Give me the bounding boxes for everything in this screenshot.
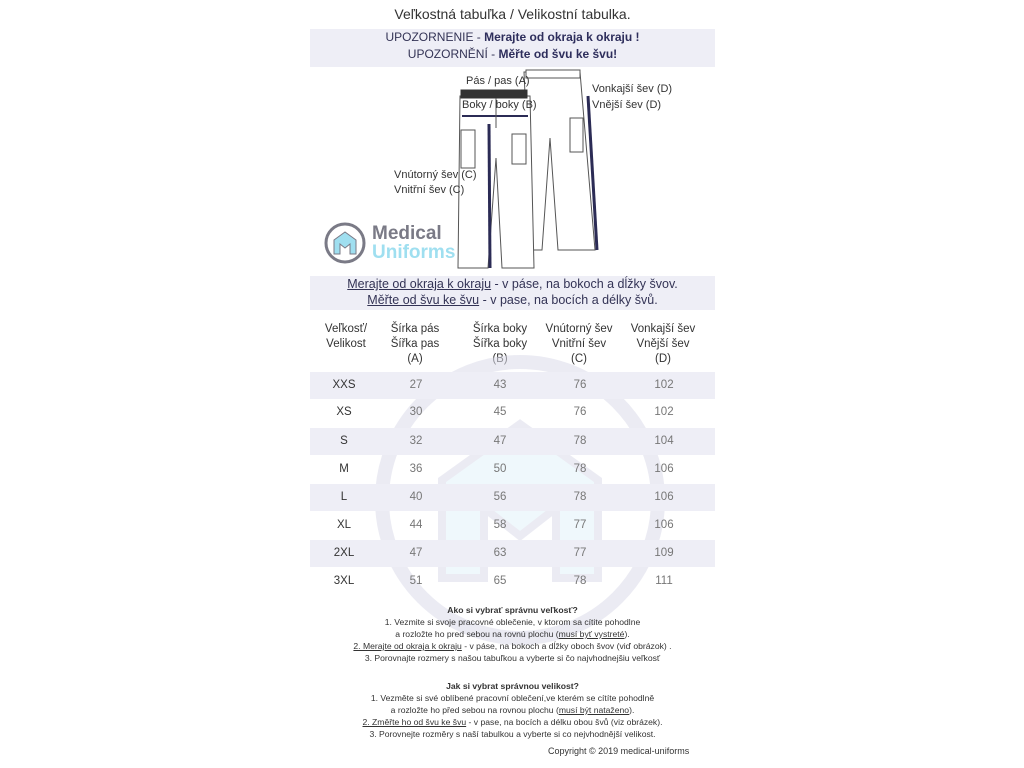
howto-cz-step-2-underlined: 2. Změřte ho od švu ke švu [362,717,467,727]
measure-cz-underlined: Měřte od švu ke švu [367,293,480,307]
cell-outer-seam: 102 [654,406,674,418]
howto-sk-step-1b-text: a rozložte ho pred sebou na rovnú plochu ( [395,629,559,639]
header-inner-cz: Vnitřní šev [551,338,607,350]
table-row [310,399,715,426]
cell-waist: 40 [409,491,423,503]
warning-cz [310,46,715,63]
header-outer-code: (D) [655,353,671,365]
header-waist-cz: Šířka pas [390,338,440,350]
cell-outer-seam: 111 [655,575,673,587]
howto-sk-step-2-underlined: 2. Merajte od okraja k okraju [353,641,462,651]
cell-waist: 36 [409,463,423,475]
howto-cz-step-2-text: - v pase, na bocích a délku obou švů (viz obrázek). [466,717,663,727]
cell-size: 3XL [333,575,355,587]
cell-hips: 50 [493,463,507,475]
measure-cz-rest: - v pase, na bocích a délky švů. [479,293,658,307]
cell-inner-seam: 78 [573,575,587,587]
header-waist-code: (A) [407,353,423,365]
cell-inner-seam: 77 [573,547,587,559]
header-size-cz: Velikost [326,338,366,350]
cell-outer-seam: 106 [654,491,674,503]
table-row [310,428,715,455]
howto-cz-heading: Jak si vybrat správnou velikost? [446,681,579,691]
header-outer-cz: Vnější šev [636,338,690,350]
cell-waist: 32 [409,435,423,447]
howto-sk-step-1b [310,628,715,640]
cell-hips: 63 [493,547,507,559]
cell-size: L [340,491,348,503]
header-size-sk: Veľkosť/ [324,323,368,335]
cell-inner-seam: 76 [573,406,587,418]
logo-emblem-icon [324,222,366,264]
howto-sk-step-1b-underlined: musí byť vystreté [558,629,625,639]
cell-outer-seam: 106 [654,519,674,531]
howto-cz-step-1b-end: ). [629,705,635,715]
howto-sk-step-3: 3. Porovnajte rozmery s našou tabuľkou a vyberte si čo najvhodnejšiu veľkosť [364,653,661,663]
label-outer-seam-sk: Vonkajší šev (D) [592,83,673,95]
cell-outer-seam: 109 [654,547,674,559]
table-row [310,540,715,567]
cell-outer-seam: 104 [654,435,674,447]
warning-cz-text: Měřte od švu ke švu! [498,47,618,61]
cell-inner-seam: 76 [573,379,587,391]
measure-sk-rest: - v páse, na bokoch a dĺžky švov. [491,277,678,291]
cell-outer-seam: 106 [654,463,674,475]
cell-inner-seam: 78 [573,463,587,475]
label-hips: Boky / boky (B) [462,99,537,111]
cell-waist: 51 [409,575,423,587]
cell-waist: 47 [409,547,423,559]
size-chart-sheet [310,0,715,768]
cell-inner-seam: 78 [573,491,587,503]
measure-sk-underlined: Merajte od okraja k okraju [347,277,492,291]
copyright: Copyright © 2019 medical-uniforms [548,746,690,756]
cell-size: M [339,463,349,475]
howto-sk-heading: Ako si vybrať správnu veľkosť? [447,605,578,615]
howto-sk-step-2-text: - v páse, na bokoch a dĺžky oboch švov (viď obrázok) . [461,641,672,651]
table-row [310,456,715,483]
warning-cz-prefix: UPOZORNĚNÍ - [407,47,499,61]
cell-hips: 65 [493,575,507,587]
cell-outer-seam: 102 [654,379,674,391]
label-outer-seam-cz: Vnější šev (D) [592,99,662,111]
header-hips-cz: Šířka boky [472,338,528,350]
howto-cz-step-1b [310,704,715,716]
table-row [310,484,715,511]
header-inner-sk: Vnútorný šev [545,323,613,335]
header-hips-code: (B) [492,353,508,365]
cell-hips: 43 [493,379,507,391]
table-row [310,512,715,539]
medical-uniforms-logo [324,222,474,266]
howto-sk-step-1: 1. Vezmite si svoje pracovné oblečenie, v ktorom sa cítite pohodlne [384,617,641,627]
warning-sk-text: Merajte od okraja k okraju ! [484,30,640,44]
cell-hips: 56 [493,491,507,503]
cell-inner-seam: 78 [573,435,587,447]
cell-hips: 58 [493,519,507,531]
howto-sk-step-1b-end: ). [624,629,630,639]
logo-line-2: Uniforms [372,242,456,263]
label-inner-seam-cz: Vnitřní šev (C) [394,184,465,196]
warning-sk [310,29,715,46]
cell-waist: 27 [409,379,423,391]
page-title: Veľkostná tabuľka / Velikostní tabulka. [394,6,631,22]
warning-sk-prefix: UPOZORNENIE - [385,30,485,44]
howto-sk [310,604,715,664]
measure-cz [310,292,715,308]
table-row [310,372,715,399]
logo-line-1: Medical [372,223,442,244]
howto-cz-step-1: 1. Vezměte si své oblíbené pracovní oblečení,ve kterém se cítíte pohodlně [370,693,655,703]
howto-cz-step-1b-text: a rozložte ho před sebou na rovnou plochu ( [390,705,559,715]
cell-size: S [340,435,348,447]
cell-size: XXS [332,379,356,391]
howto-cz-step-1b-underlined: musí být nataženo [558,705,630,715]
howto-cz [310,680,715,740]
label-inner-seam-sk: Vnútorný šev (C) [394,169,477,181]
logo-wordmark [372,224,455,262]
cell-waist: 44 [409,519,423,531]
header-hips-sk: Šírka boky [472,323,528,335]
measure-instruction-banner [310,276,715,310]
label-waist: Pás / pas (A) [466,75,530,87]
howto-cz-step-2 [310,716,715,728]
howto-cz-step-3: 3. Porovnejte rozměry s naší tabulkou a vyberte si co nejvhodnější velikost. [369,729,656,739]
cell-inner-seam: 77 [573,519,587,531]
cell-size: 2XL [333,547,355,559]
cell-size: XS [336,406,352,418]
cell-waist: 30 [409,406,423,418]
table-row [310,568,715,595]
cell-hips: 47 [493,435,507,447]
cell-size: XL [336,519,352,531]
cell-hips: 45 [493,406,507,418]
header-size [310,322,382,352]
howto-sk-step-2 [310,640,715,652]
warning-banner [310,29,715,67]
measure-sk [310,276,715,292]
header-inner-code: (C) [571,353,587,365]
header-waist-sk: Šírka pás [390,323,440,335]
header-outer-sk: Vonkajší šev [630,323,696,335]
